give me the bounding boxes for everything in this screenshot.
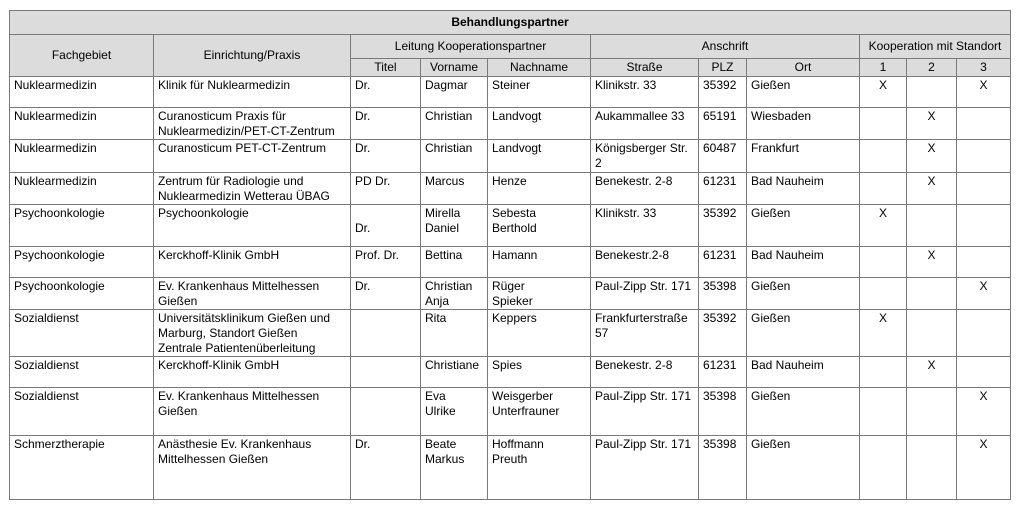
cell-k2: X xyxy=(907,247,957,278)
cell-k2: X xyxy=(907,173,957,205)
cell-k2 xyxy=(907,77,957,108)
cell-plz: 35398 xyxy=(699,388,747,436)
header-standort-2: 2 xyxy=(907,59,957,77)
cell-line: Spies xyxy=(492,358,523,372)
cell-line: Landvogt xyxy=(492,109,542,123)
cell-plz: 65191 xyxy=(699,108,747,140)
cell-k3 xyxy=(957,205,1011,247)
cell-line: Nuklearmedizin Wetterau ÜBAG xyxy=(158,189,330,203)
cell-k2 xyxy=(907,436,957,500)
cell-einrichtung xyxy=(154,357,351,388)
cell-nachname xyxy=(488,278,591,310)
cell-strasse xyxy=(591,278,699,310)
cell-plz: 35392 xyxy=(699,310,747,357)
cell-k1 xyxy=(860,140,907,173)
header-titel: Titel xyxy=(351,59,421,77)
cell-line: Daniel xyxy=(425,221,460,235)
cell-strasse xyxy=(591,140,699,173)
cell-titel xyxy=(351,388,421,436)
cell-line xyxy=(355,389,416,404)
table-row xyxy=(10,436,1011,500)
cell-k3: X xyxy=(957,278,1011,310)
cell-line: Kerckhoff-Klinik GmbH xyxy=(158,248,280,262)
cell-titel xyxy=(351,140,421,173)
cell-line: Keppers xyxy=(492,311,537,325)
cell-nachname xyxy=(488,205,591,247)
cell-k3 xyxy=(957,140,1011,173)
cell-line: Weisgerber xyxy=(492,389,554,403)
table-row xyxy=(10,140,1011,173)
cell-strasse xyxy=(591,205,699,247)
cell-strasse xyxy=(591,173,699,205)
cell-line: Christian xyxy=(425,141,473,155)
cell-titel xyxy=(351,278,421,310)
cell-titel xyxy=(351,357,421,388)
cell-line: Sebesta xyxy=(492,206,537,220)
cell-nachname xyxy=(488,310,591,357)
cell-ort: Gießen xyxy=(747,77,860,108)
cell-ort: Frankfurt xyxy=(747,140,860,173)
cell-nachname xyxy=(488,247,591,278)
cell-line: Berthold xyxy=(492,221,537,235)
cell-k1 xyxy=(860,108,907,140)
cell-nachname xyxy=(488,436,591,500)
table-row xyxy=(10,77,1011,108)
cell-line: Spieker xyxy=(492,294,533,308)
cell-nachname xyxy=(488,357,591,388)
cell-line: Curanosticum PET-CT-Zentrum xyxy=(158,141,327,155)
cell-fachgebiet: Psychoonkologie xyxy=(10,205,154,247)
cell-line: Hamann xyxy=(492,248,538,262)
header-strasse: Straße xyxy=(591,59,699,77)
cell-line: Mittelhessen Gießen xyxy=(158,452,269,466)
cell-line: Paul-Zipp Str. 171 xyxy=(595,389,692,403)
cell-k2 xyxy=(907,310,957,357)
cell-fachgebiet: Schmerztherapie xyxy=(10,436,154,500)
cell-line: 57 xyxy=(595,326,609,340)
cell-strasse xyxy=(591,357,699,388)
cell-line: Bettina xyxy=(425,248,463,262)
cell-plz: 35398 xyxy=(699,436,747,500)
cell-k2 xyxy=(907,388,957,436)
cell-k1: X xyxy=(860,77,907,108)
cell-titel xyxy=(351,247,421,278)
cell-k3: X xyxy=(957,388,1011,436)
cell-ort: Gießen xyxy=(747,436,860,500)
cell-line: Klinik für Nuklearmedizin xyxy=(158,78,291,92)
cell-line: Klinikstr. 33 xyxy=(595,206,657,220)
cell-einrichtung xyxy=(154,108,351,140)
cell-ort: Bad Nauheim xyxy=(747,247,860,278)
cell-strasse xyxy=(591,247,699,278)
cell-einrichtung xyxy=(154,436,351,500)
cell-line: Kerckhoff-Klinik GmbH xyxy=(158,358,280,372)
cell-fachgebiet: Psychoonkologie xyxy=(10,278,154,310)
cell-einrichtung xyxy=(154,310,351,357)
cell-nachname xyxy=(488,77,591,108)
table-row xyxy=(10,388,1011,436)
cell-line: Paul-Zipp Str. 171 xyxy=(595,279,692,293)
table-row xyxy=(10,173,1011,205)
cell-line: Christian xyxy=(425,109,473,123)
cell-vorname xyxy=(421,108,488,140)
cell-line: Dr. xyxy=(355,109,371,123)
header-nachname: Nachname xyxy=(488,59,591,77)
cell-line: Benekestr.2-8 xyxy=(595,248,670,262)
cell-plz: 61231 xyxy=(699,247,747,278)
cell-k1: X xyxy=(860,205,907,247)
cell-line: Klinikstr. 33 xyxy=(595,78,657,92)
header-vorname: Vorname xyxy=(421,59,488,77)
cell-vorname xyxy=(421,205,488,247)
cell-strasse xyxy=(591,77,699,108)
cell-line: Benekestr. 2-8 xyxy=(595,174,673,188)
cell-plz: 35392 xyxy=(699,77,747,108)
table-row xyxy=(10,310,1011,357)
cell-line: Mirella xyxy=(425,206,461,220)
cell-fachgebiet: Nuklearmedizin xyxy=(10,77,154,108)
cell-line: Unterfrauner xyxy=(492,404,560,418)
cell-line: Universitätsklinikum Gießen und xyxy=(158,311,331,325)
table-row xyxy=(10,205,1011,247)
cell-strasse xyxy=(591,310,699,357)
cell-vorname xyxy=(421,357,488,388)
cell-fachgebiet: Nuklearmedizin xyxy=(10,140,154,173)
cell-vorname xyxy=(421,278,488,310)
cell-strasse xyxy=(591,388,699,436)
cell-fachgebiet: Nuklearmedizin xyxy=(10,173,154,205)
cell-line: Rüger xyxy=(492,279,525,293)
cell-line: Nuklearmedizin/PET-CT-Zentrum xyxy=(158,124,335,138)
cell-line: Prof. Dr. xyxy=(355,248,400,262)
cell-line: Ev. Krankenhaus Mittelhessen xyxy=(158,389,320,403)
header-standort-1: 1 xyxy=(860,59,907,77)
cell-vorname xyxy=(421,173,488,205)
cell-line xyxy=(355,358,416,373)
cell-vorname xyxy=(421,388,488,436)
cell-ort: Bad Nauheim xyxy=(747,357,860,388)
cell-line: Psychoonkologie xyxy=(158,206,249,220)
cell-titel xyxy=(351,173,421,205)
cell-k1 xyxy=(860,247,907,278)
cell-line: Landvogt xyxy=(492,141,542,155)
cell-fachgebiet: Sozialdienst xyxy=(10,310,154,357)
cell-vorname xyxy=(421,436,488,500)
cell-line: Christiane xyxy=(425,358,480,372)
cell-ort: Gießen xyxy=(747,388,860,436)
cell-nachname xyxy=(488,173,591,205)
cell-line: Eva xyxy=(425,389,446,403)
cell-line: Dr. xyxy=(355,279,371,293)
cell-line: Beate xyxy=(425,437,457,451)
cell-k3 xyxy=(957,310,1011,357)
header-leitung: Leitung Kooperationspartner xyxy=(351,35,591,59)
header-fachgebiet: Fachgebiet xyxy=(10,35,154,77)
cell-fachgebiet: Sozialdienst xyxy=(10,357,154,388)
cell-line: PD Dr. xyxy=(355,174,391,188)
cell-plz: 61231 xyxy=(699,173,747,205)
cell-ort: Wiesbaden xyxy=(747,108,860,140)
table-row xyxy=(10,357,1011,388)
partner-table-container xyxy=(9,10,1011,500)
table-title: Behandlungspartner xyxy=(10,11,1011,35)
cell-einrichtung xyxy=(154,247,351,278)
cell-titel xyxy=(351,108,421,140)
cell-titel xyxy=(351,310,421,357)
cell-line: Dr. xyxy=(355,78,371,92)
cell-plz: 35392 xyxy=(699,205,747,247)
cell-einrichtung xyxy=(154,77,351,108)
cell-line: Anästhesie Ev. Krankenhaus xyxy=(158,437,312,451)
cell-vorname xyxy=(421,247,488,278)
cell-line: Henze xyxy=(492,174,527,188)
cell-line: Dr. xyxy=(355,437,371,451)
cell-k3: X xyxy=(957,77,1011,108)
cell-line: Marcus xyxy=(425,174,465,188)
cell-plz: 61231 xyxy=(699,357,747,388)
cell-k3: X xyxy=(957,436,1011,500)
cell-k1 xyxy=(860,436,907,500)
cell-ort: Gießen xyxy=(747,278,860,310)
table-body xyxy=(10,77,1011,500)
cell-vorname xyxy=(421,310,488,357)
cell-line: Preuth xyxy=(492,452,528,466)
cell-einrichtung xyxy=(154,140,351,173)
cell-line: Dagmar xyxy=(425,78,468,92)
cell-einrichtung xyxy=(154,388,351,436)
cell-line: Benekestr. 2-8 xyxy=(595,358,673,372)
cell-k3 xyxy=(957,108,1011,140)
cell-line: Hoffmann xyxy=(492,437,544,451)
cell-plz: 35398 xyxy=(699,278,747,310)
cell-nachname xyxy=(488,108,591,140)
cell-k2: X xyxy=(907,108,957,140)
cell-line: Anja xyxy=(425,294,450,308)
cell-ort: Bad Nauheim xyxy=(747,173,860,205)
table-row xyxy=(10,278,1011,310)
cell-line: Paul-Zipp Str. 171 xyxy=(595,437,692,451)
cell-einrichtung xyxy=(154,205,351,247)
cell-line: Frankfurterstraße xyxy=(595,311,688,325)
cell-k2 xyxy=(907,278,957,310)
header-standort-3: 3 xyxy=(957,59,1011,77)
cell-einrichtung xyxy=(154,173,351,205)
cell-fachgebiet: Sozialdienst xyxy=(10,388,154,436)
cell-line: Dr. xyxy=(355,141,371,155)
cell-strasse xyxy=(591,436,699,500)
cell-k1 xyxy=(860,173,907,205)
cell-nachname xyxy=(488,388,591,436)
header-kooperation: Kooperation mit Standort xyxy=(860,35,1011,59)
cell-line: Rita xyxy=(425,311,447,325)
partner-table xyxy=(9,10,1011,500)
cell-k2: X xyxy=(907,140,957,173)
cell-line: Marburg, Standort Gießen xyxy=(158,326,298,340)
cell-k3 xyxy=(957,173,1011,205)
table-row xyxy=(10,247,1011,278)
cell-plz: 60487 xyxy=(699,140,747,173)
cell-ort: Gießen xyxy=(747,310,860,357)
cell-line: Königsberger Str. xyxy=(595,141,688,155)
cell-k2: X xyxy=(907,357,957,388)
header-einrichtung: Einrichtung/Praxis xyxy=(154,35,351,77)
cell-line: Dr. xyxy=(355,221,371,235)
cell-k3 xyxy=(957,357,1011,388)
cell-titel xyxy=(351,205,421,247)
cell-k2 xyxy=(907,205,957,247)
cell-line: Zentrale Patientenüberleitung xyxy=(158,341,316,355)
cell-titel xyxy=(351,436,421,500)
cell-k1 xyxy=(860,278,907,310)
header-plz: PLZ xyxy=(699,59,747,77)
cell-vorname xyxy=(421,77,488,108)
table-row xyxy=(10,108,1011,140)
cell-line: Christian xyxy=(425,279,473,293)
cell-line: Gießen xyxy=(158,404,198,418)
cell-nachname xyxy=(488,140,591,173)
cell-line: Markus xyxy=(425,452,465,466)
cell-vorname xyxy=(421,140,488,173)
header-ort: Ort xyxy=(747,59,860,77)
cell-line xyxy=(355,206,416,221)
cell-line: Curanosticum Praxis für xyxy=(158,109,287,123)
cell-einrichtung xyxy=(154,278,351,310)
cell-fachgebiet: Psychoonkologie xyxy=(10,247,154,278)
cell-ort: Gießen xyxy=(747,205,860,247)
cell-line: 2 xyxy=(595,156,602,170)
cell-k1 xyxy=(860,357,907,388)
cell-line: Ev. Krankenhaus Mittelhessen xyxy=(158,279,320,293)
cell-fachgebiet: Nuklearmedizin xyxy=(10,108,154,140)
cell-k1: X xyxy=(860,310,907,357)
cell-line: Aukammallee 33 xyxy=(595,109,685,123)
cell-line: Gießen xyxy=(158,294,198,308)
cell-line xyxy=(355,311,416,326)
cell-k1 xyxy=(860,388,907,436)
cell-k3 xyxy=(957,247,1011,278)
cell-line: Steiner xyxy=(492,78,531,92)
cell-line: Zentrum für Radiologie und xyxy=(158,174,304,188)
cell-titel xyxy=(351,77,421,108)
cell-line: Ulrike xyxy=(425,404,456,418)
cell-strasse xyxy=(591,108,699,140)
header-anschrift: Anschrift xyxy=(591,35,860,59)
